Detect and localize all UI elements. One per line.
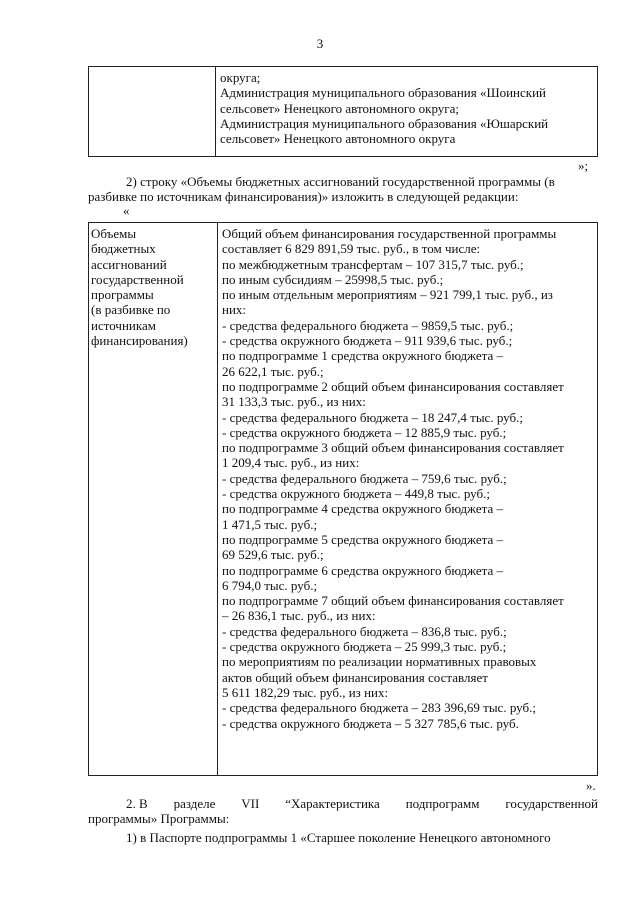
label-line: финансирования) bbox=[91, 333, 188, 349]
word: разделе bbox=[173, 796, 216, 811]
budget-line: - средства федерального бюджета – 283 396,69 тыс. руб.; bbox=[222, 700, 536, 716]
budget-line: - средства федерального бюджета – 9859,5 тыс. руб.; bbox=[222, 317, 514, 333]
subpoint-1: 1) в Паспорте подпрограммы 1 «Старшее поколение Ненецкого автономного bbox=[126, 830, 551, 845]
closing-quote-2: ». bbox=[586, 778, 596, 793]
table-continuation bbox=[88, 66, 598, 157]
budget-line: 5 611 182,29 тыс. руб., из них: bbox=[222, 684, 389, 700]
text-line: округа; bbox=[220, 70, 261, 85]
word: VII bbox=[241, 796, 260, 811]
budget-line: по подпрограмме 3 общий объем финансирования составляет bbox=[222, 440, 564, 456]
section-2-line-1 bbox=[88, 796, 598, 811]
budget-line: - средства окружного бюджета – 449,8 тыс. руб.; bbox=[222, 486, 490, 502]
budget-line: по подпрограмме 7 общий объем финансирования составляет bbox=[222, 593, 564, 609]
budget-line: актов общий объем финансирования составляет bbox=[222, 669, 488, 685]
word: подпрограмм bbox=[405, 796, 480, 811]
budget-line: - средства окружного бюджета – 12 885,9 тыс. руб.; bbox=[222, 424, 507, 440]
budget-line: по подпрограмме 2 общий объем финансирования составляет bbox=[222, 378, 564, 394]
word: государственной bbox=[505, 796, 598, 811]
text-line: Администрация муниципального образования «Шоинский bbox=[220, 85, 547, 101]
budget-line: по иным отдельным мероприятиям – 921 799,1 тыс. руб., из bbox=[222, 287, 553, 303]
budget-table-value-cell bbox=[222, 226, 597, 775]
section-2-line-2: программы» Программы: bbox=[88, 811, 230, 827]
budget-line: – 26 836,1 тыс. руб., из них: bbox=[222, 608, 376, 624]
section-2-paragraph bbox=[88, 796, 598, 827]
budget-line: по подпрограмме 4 средства окружного бюджета – bbox=[222, 501, 503, 517]
budget-line: - средства окружного бюджета – 911 939,6 тыс. руб.; bbox=[222, 333, 513, 349]
budget-line: по подпрограмме 1 средства окружного бюджета – bbox=[222, 348, 503, 364]
text-line: сельсовет» Ненецкого автономного округа bbox=[220, 131, 456, 147]
label-line: программы bbox=[91, 287, 154, 303]
label-line: Объемы bbox=[91, 226, 137, 241]
table-continuation-right-cell bbox=[220, 70, 548, 156]
label-line: ассигнований bbox=[91, 256, 167, 272]
budget-line: 6 794,0 тыс. руб.; bbox=[222, 577, 318, 593]
budget-line: по подпрограмме 5 средства окружного бюджета – bbox=[222, 531, 503, 547]
word: 2. В bbox=[126, 796, 148, 811]
table-continuation-left-cell bbox=[89, 67, 216, 156]
budget-line: 1 209,4 тыс. руб., из них: bbox=[222, 455, 360, 471]
budget-line: 1 471,5 тыс. руб.; bbox=[222, 516, 318, 532]
budget-line: 26 622,1 тыс. руб.; bbox=[222, 363, 324, 379]
opening-quote: « bbox=[123, 203, 130, 218]
closing-quote-1: »; bbox=[578, 158, 589, 173]
word: “Характеристика bbox=[285, 796, 380, 811]
budget-line: них: bbox=[222, 302, 247, 318]
budget-line: составляет 6 829 891,59 тыс. руб., в том числе: bbox=[222, 241, 481, 257]
budget-line: Общий объем финансирования государственной программы bbox=[222, 226, 557, 241]
budget-line: - средства окружного бюджета – 5 327 785,6 тыс. руб. bbox=[222, 715, 519, 731]
text-line: сельсовет» Ненецкого автономного округа; bbox=[220, 100, 460, 116]
page-number: 3 bbox=[316, 36, 324, 51]
budget-line: - средства федерального бюджета – 759,6 тыс. руб.; bbox=[222, 470, 507, 486]
paragraph-2-line-1: 2) строку «Объемы бюджетных ассигнований государственной программы (в bbox=[126, 174, 555, 189]
budget-table bbox=[88, 222, 598, 776]
budget-line: 69 529,6 тыс. руб.; bbox=[222, 547, 324, 563]
budget-line: - средства окружного бюджета – 25 999,3 тыс. руб.; bbox=[222, 639, 507, 655]
budget-line: по иным субсидиям – 25998,5 тыс. руб.; bbox=[222, 271, 444, 287]
budget-line: - средства федерального бюджета – 18 247,4 тыс. руб.; bbox=[222, 409, 523, 425]
budget-line: по межбюджетным трансфертам – 107 315,7 тыс. руб.; bbox=[222, 256, 524, 272]
text-line: Администрация муниципального образования «Юшарский bbox=[220, 115, 549, 131]
label-line: государственной bbox=[91, 271, 184, 287]
budget-line: по мероприятиям по реализации нормативных правовых bbox=[222, 654, 537, 670]
paragraph-2-line-2: разбивке по источникам финансирования)» изложить в следующей редакции: bbox=[88, 189, 519, 205]
budget-line: 31 133,3 тыс. руб., из них: bbox=[222, 394, 366, 410]
budget-line: - средства федерального бюджета – 836,8 тыс. руб.; bbox=[222, 623, 507, 639]
budget-line: по подпрограмме 6 средства окружного бюджета – bbox=[222, 562, 503, 578]
label-line: источникам bbox=[91, 317, 156, 333]
label-line: (в разбивке по bbox=[91, 302, 171, 318]
budget-table-label-cell bbox=[89, 223, 218, 775]
paragraph-2 bbox=[88, 174, 598, 205]
label-line: бюджетных bbox=[91, 241, 156, 257]
